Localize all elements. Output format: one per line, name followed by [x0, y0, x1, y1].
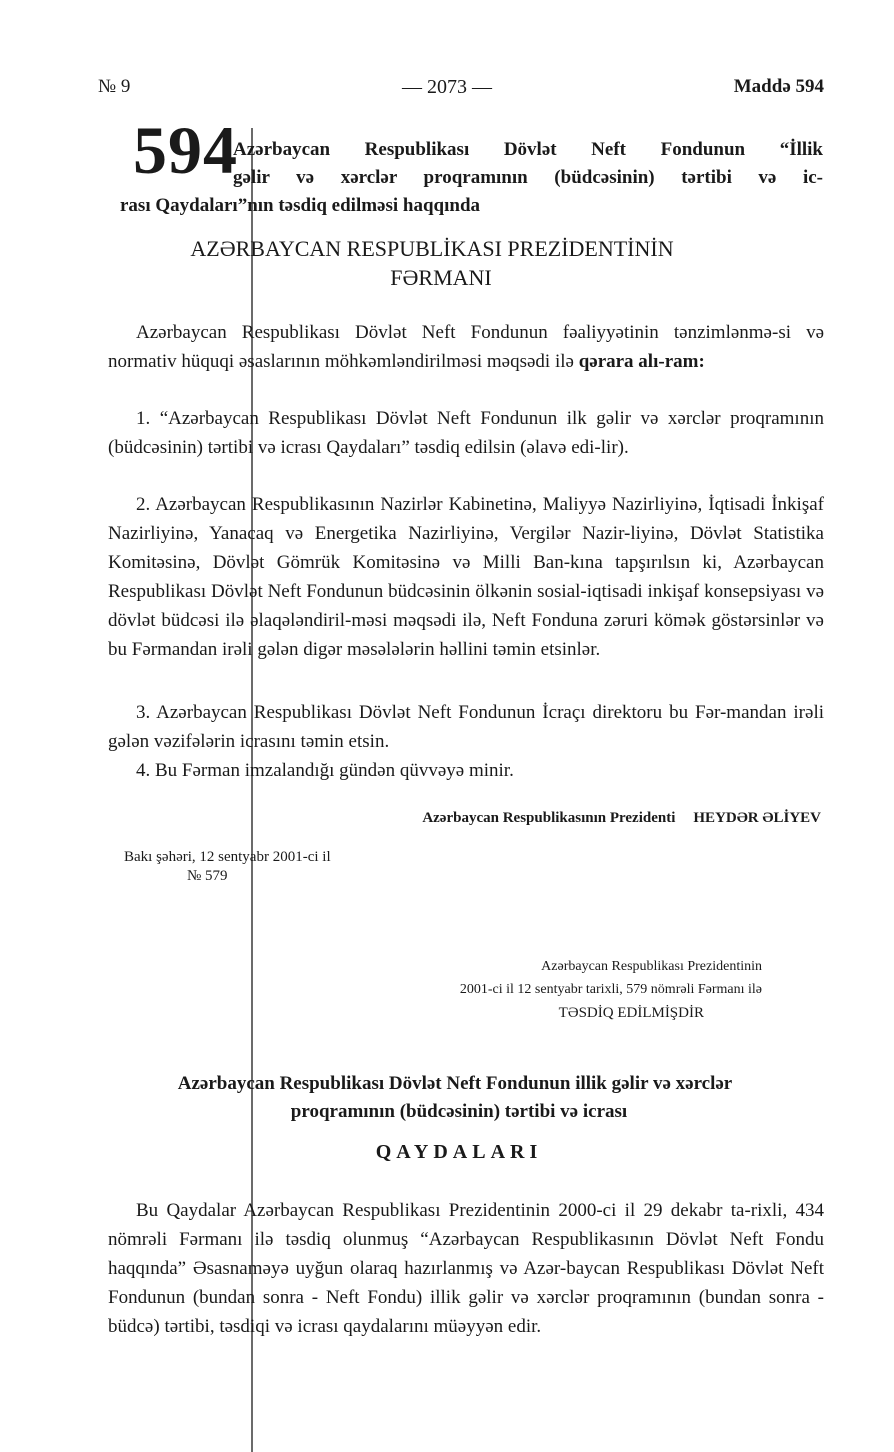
article-title-line-2: gəlir və xərclər proqramının (büdcəsinin) tərtibi və ic- [233, 167, 823, 188]
approval-line-2: 2001-ci il 12 sentyabr tarixli, 579 nömrəli Fərmanı ilə [459, 982, 762, 997]
article-title-line-3: rası Qaydaları”nın təsdiq edilməsi haqqında [120, 195, 481, 216]
rules-title-line-2: proqramının (büdcəsinin) tərtibi və icrası [290, 1101, 628, 1122]
decree-item-2-text: 2. Azərbaycan Respublikasının Nazirlər Kabinetinə, Maliyyə Nazirliyinə, İqtisadi İnkişaf Nazirliyinə, Yanacaq və Energetika Nazirliyinə, Vergilər Nazir-liyinə, Dövlət Statistika Komitəsinə, Dövlət Gömrük Komitəsinə və Milli Ban-kına tapşırılsın ki, Azərbaycan Respublikası Dövlət Neft Fondunun büdcəsinin ölkənin sosial-iqtisadi inkişaf konsepsiyası və dövlət büdcəsi ilə əlaqələndiril-məsi məqsədi ilə, Neft Fonduna zəruri kömək göstərsinlər və bu Fərmandan irəli gələn digər məsələlərin həllini təmin etsinlər. [108, 494, 824, 660]
decree-item-1 [108, 404, 824, 462]
place-date: Bakı şəhəri, 12 sentyabr 2001-ci il [124, 849, 331, 865]
signer-title: Azərbaycan Respublikasının Prezidenti [422, 810, 676, 826]
signer-name: HEYDƏR ƏLİYEV [693, 810, 821, 826]
preamble-resolution: qərara alı-ram: [578, 351, 705, 372]
decree-item-4 [108, 756, 824, 785]
decree-item-1-text: 1. “Azərbaycan Respublikası Dövlət Neft Fondunun ilk gəlir və xərclər proqramının (büdcəsinin) tərtibi və icrası Qaydaları” təsdiq edilsin (əlavə edi-lir). [108, 408, 824, 458]
decree-heading: AZƏRBAYCAN RESPUBLİKASI PREZİDENTİNİN [190, 236, 674, 261]
approval-line-1: Azərbaycan Respublikası Prezidentinin [541, 959, 762, 974]
decree-preamble [108, 318, 824, 376]
article-reference: Maddə 594 [733, 76, 824, 97]
approval-stamp: TƏSDİQ EDİLMİŞDİR [558, 1005, 704, 1021]
page-number: — 2073 — [402, 76, 492, 98]
rules-body-text: Bu Qaydalar Azərbaycan Respublikası Prezidentinin 2000-ci il 29 dekabr ta-rixli, 434 nömrəli Fərmanı ilə təsdiq olunmuş “Azərbaycan Respublikasının Dövlət Neft Fondu haqqında” Əsasnaməyə uyğun olaraq hazırlanmış və Azər-baycan Respublikası Dövlət Neft Fondunun (bundan sonra - Neft Fondu) illik gəlir və xərclər proqramının (bundan sonra - büdcə) tərtibi, təsdiqi və icrası qaydalarını müəyyən edir. [108, 1200, 824, 1337]
decree-subheading: FƏRMANI [390, 265, 492, 290]
article-title-line-1: Azərbaycan Respublikası Dövlət Neft Fondunun “İllik [233, 139, 823, 160]
decree-item-3-text: 3. Azərbaycan Respublikası Dövlət Neft Fondunun İcraçı direktoru bu Fər-mandan irəli gələn vəzifələrin icrasını təmin etsin. [108, 702, 824, 752]
decree-item-4-text: 4. Bu Fərman imzalandığı gündən qüvvəyə minir. [136, 760, 514, 781]
rules-title-line-3: QAYDALARI [375, 1141, 543, 1163]
preamble-text: Azərbaycan Respublikası Dövlət Neft Fondunun fəaliyyətinin tənzimlənmə-si və normativ hüquqi əsaslarının möhkəmləndirilməsi məqsədi ilə [108, 322, 824, 372]
rules-body [108, 1196, 824, 1341]
rules-title-line-1: Azərbaycan Respublikası Dövlət Neft Fondunun illik gəlir və xərclər [177, 1073, 733, 1094]
decree-item-3 [108, 698, 824, 756]
decree-number: № 579 [187, 868, 228, 884]
article-number: 594 [133, 112, 238, 188]
issue-number: № 9 [98, 76, 131, 97]
decree-item-2 [108, 490, 824, 664]
signature-block [0, 810, 821, 827]
